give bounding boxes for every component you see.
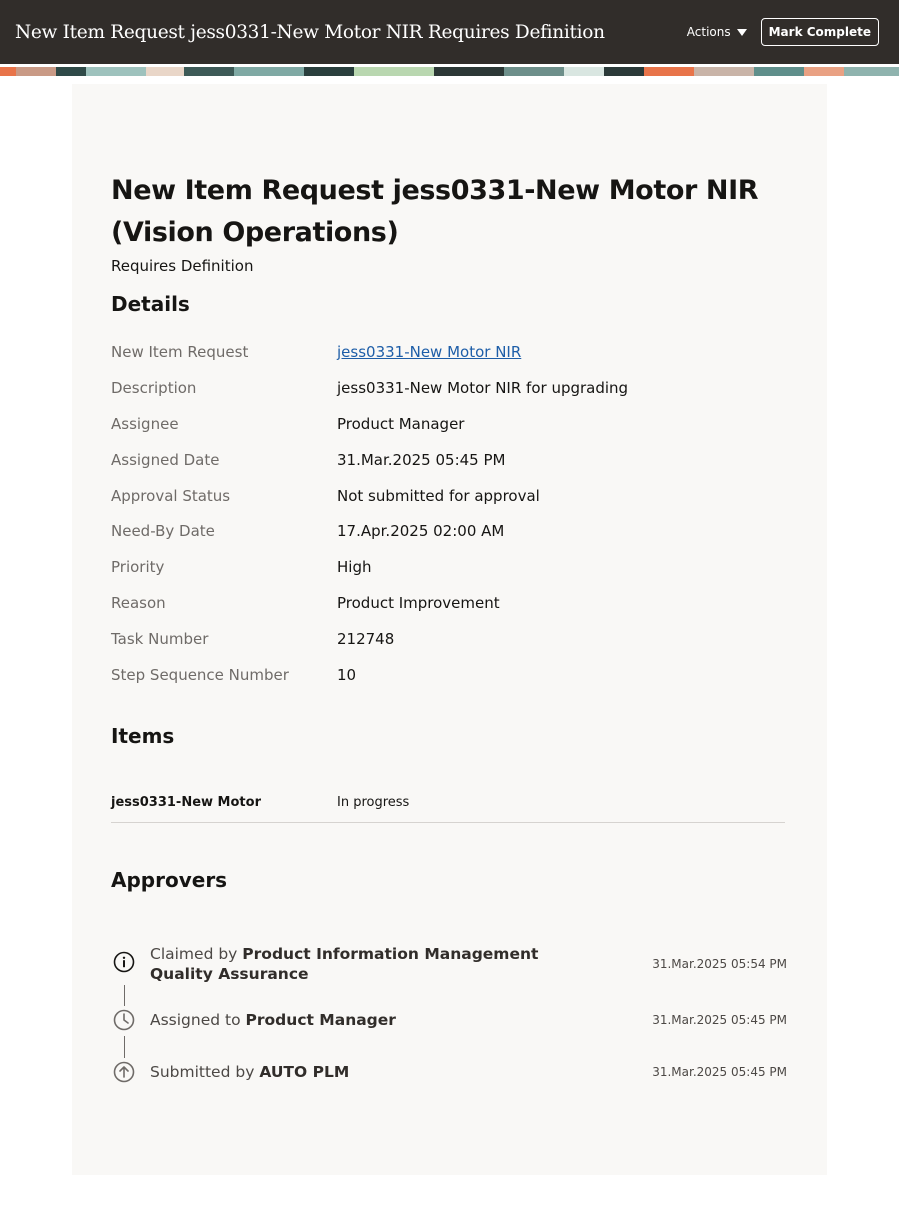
- item-name: jess0331-New Motor: [111, 795, 261, 810]
- approver-text: [150, 1010, 580, 1030]
- detail-label: Assignee: [111, 414, 179, 433]
- details-heading: Details: [111, 292, 190, 316]
- banner-pattern-image: [0, 67, 899, 76]
- detail-row-assignee: [111, 406, 791, 442]
- detail-row-assigned-date: [111, 442, 791, 478]
- detail-row-description: [111, 370, 791, 406]
- approver-actor: Product Manager: [245, 1011, 396, 1029]
- approver-actor: Product Information Management Quality Assurance: [150, 945, 539, 983]
- actions-menu-button[interactable]: [687, 25, 747, 39]
- detail-label: Description: [111, 378, 197, 397]
- approver-date: 31.Mar.2025 05:45 PM: [652, 1065, 787, 1079]
- detail-value: 10: [337, 665, 357, 684]
- detail-row-approval-status: [111, 478, 791, 514]
- detail-label: Reason: [111, 594, 166, 613]
- detail-label: Step Sequence Number: [111, 665, 289, 684]
- item-row[interactable]: [111, 783, 785, 823]
- detail-label: Priority: [111, 558, 165, 577]
- decorative-banner: [0, 64, 899, 76]
- approver-prefix: Claimed by: [150, 945, 238, 963]
- timeline-connector: [124, 1036, 125, 1058]
- approvers-heading: Approvers: [111, 868, 228, 892]
- detail-value: jess0331-New Motor NIR for upgrading: [337, 378, 629, 397]
- detail-row-reason: [111, 585, 791, 621]
- detail-value: Product Manager: [337, 414, 465, 433]
- timeline-connector: [124, 985, 125, 1006]
- detail-row-priority: [111, 549, 791, 585]
- detail-value: 212748: [337, 630, 395, 649]
- detail-value: 31.Mar.2025 05:45 PM: [337, 450, 506, 469]
- approver-text: [150, 1062, 580, 1082]
- mark-complete-button[interactable]: Mark Complete: [761, 18, 879, 46]
- arrow-up-circle-icon: [113, 1061, 135, 1083]
- detail-row-need-by-date: [111, 513, 791, 549]
- detail-label: New Item Request: [111, 342, 249, 361]
- approver-date: 31.Mar.2025 05:54 PM: [652, 957, 787, 971]
- header-title: New Item Request jess0331-New Motor NIR Requires Definition: [15, 21, 605, 43]
- detail-label: Task Number: [111, 630, 209, 649]
- top-bar: [0, 0, 899, 64]
- page-subtitle: Requires Definition: [111, 257, 254, 275]
- item-status: In progress: [337, 795, 410, 810]
- detail-label: Need-By Date: [111, 522, 215, 541]
- header-actions: [687, 18, 879, 46]
- new-item-request-link[interactable]: jess0331-New Motor NIR: [337, 342, 522, 361]
- approver-prefix: Submitted by: [150, 1063, 255, 1081]
- actions-label: Actions: [686, 25, 731, 39]
- detail-label: Approval Status: [111, 486, 231, 505]
- detail-value: 17.Apr.2025 02:00 AM: [337, 522, 505, 541]
- detail-row-step-sequence-number: [111, 657, 791, 693]
- detail-row-new-item-request: [111, 334, 791, 370]
- main-panel: [72, 84, 827, 1175]
- approver-actor: AUTO PLM: [259, 1063, 350, 1081]
- approver-date: 31.Mar.2025 05:45 PM: [652, 1013, 787, 1027]
- detail-row-task-number: [111, 621, 791, 657]
- approver-text: [150, 944, 580, 984]
- detail-value: Product Improvement: [337, 594, 500, 613]
- items-heading: Items: [111, 724, 175, 748]
- caret-down-icon: [737, 29, 747, 36]
- detail-label: Assigned Date: [111, 450, 220, 469]
- detail-value: Not submitted for approval: [337, 486, 540, 505]
- approver-prefix: Assigned to: [150, 1011, 241, 1029]
- info-icon: [113, 951, 135, 973]
- details-list: [111, 334, 791, 693]
- clock-icon: [113, 1009, 135, 1031]
- page-title: New Item Request jess0331-New Motor NIR (Vision Operations): [111, 175, 759, 248]
- detail-value: High: [337, 558, 372, 577]
